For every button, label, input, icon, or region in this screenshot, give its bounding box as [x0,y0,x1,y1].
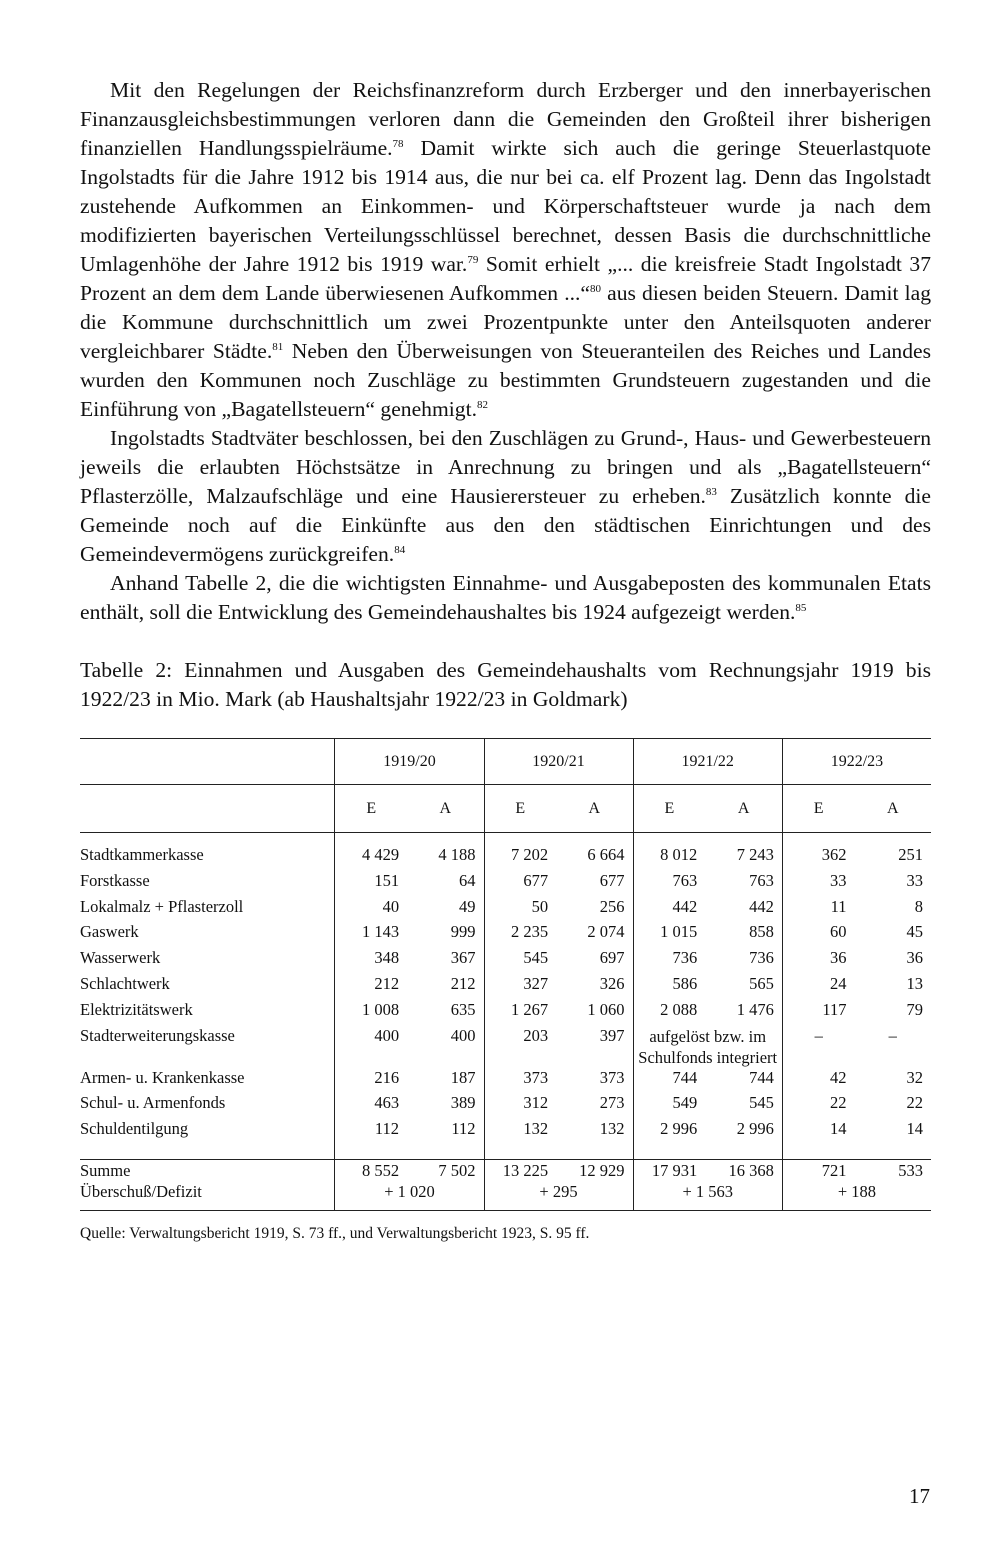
footnote-marker: 78 [392,137,404,150]
table-row [80,833,931,871]
row-label: Stadtkammerkasse [80,833,335,871]
table-row [80,974,931,1000]
cell: 367 [450,948,476,968]
cell: 117 [782,1000,854,1026]
year-header: 1920/21 [484,739,633,785]
sum-row [80,1159,931,1182]
cell: 212 [335,974,407,1000]
cell: 33 [782,871,854,897]
cell: 635 [450,999,476,1019]
table-row [80,1068,931,1094]
cell: 4 188 [407,833,484,871]
cell: 50 [484,897,556,923]
cell: 32 [906,1067,923,1087]
cell: 13 225 [484,1159,556,1182]
cell: 312 [484,1093,556,1119]
e-header: E [782,785,854,833]
cell: 256 [599,896,625,916]
paragraph [80,424,931,569]
cell: 442 [749,896,774,916]
cell: 7 502 [407,1159,484,1182]
cell: 24 [782,974,854,1000]
row-label: Armen- u. Krankenkasse [80,1067,245,1087]
year-header-row [80,739,931,785]
footnote-marker: 82 [476,398,488,411]
paragraph [80,76,931,424]
cell: – [782,1026,854,1068]
cell: 187 [450,1067,476,1087]
row-label: Summe [80,1159,335,1182]
cell: 1 008 [335,1000,407,1026]
cell: 763 [633,871,705,897]
cell: 13 [906,973,923,993]
footnote-marker: 84 [394,543,406,556]
cell: 14 [906,1119,923,1139]
page-number: 17 [909,1484,930,1508]
footnote-marker: 85 [795,601,807,614]
cell: 373 [599,1067,625,1087]
cell: 2 996 [633,1119,705,1159]
row-label: Elektrizitätswerk [80,999,193,1019]
cell: 132 [484,1119,556,1159]
cell: 442 [633,897,705,923]
paragraph-text: Somit erhielt „... die kreisfreie Stadt Ingolstadt 37 Prozent an dem dem Lande überwiesenen Aufkommen ...“ [80,252,931,305]
cell: 79 [906,999,923,1019]
paragraph-text: Mit den Regelungen der Reichsfinanzreform durch Erzberger und den innerbayerischen Finanzausgleichsbestimmungen verloren dann die Gemeinden den Großteil ihrer bisherigen finanziellen Handlungsspielräume. [80,78,931,160]
cell: 11 [782,897,854,923]
cell: 545 [749,1093,774,1113]
paragraph [80,569,931,627]
row-label: Gaswerk [80,922,139,942]
cell: 4 429 [335,833,407,871]
cell: 326 [599,973,625,993]
cell: 545 [484,948,556,974]
cell: + 295 [484,1182,633,1211]
cell: 373 [484,1068,556,1094]
cell: + 1 020 [335,1182,484,1211]
cell: 736 [633,948,705,974]
cell: 744 [633,1068,705,1094]
cell: 348 [335,948,407,974]
cell: 400 [335,1026,407,1068]
paragraph-text: Ingolstadts Stadtväter beschlossen, bei den Zuschlägen zu Grund-, Haus- und Gewerbesteuern jeweils die erlaubten Höchstsätze in Anrechnung zu bringen und als „Bagatellsteuern“ Pflasterzölle, Malzaufschläge und eine Hausierersteuer zu erheben. [80,426,931,508]
cell: 858 [749,922,774,942]
row-label: Lokalmalz + Pflasterzoll [80,896,244,916]
cell: 362 [782,833,854,871]
footnote-marker: 83 [705,485,717,498]
cell: 22 [782,1093,854,1119]
cell: 2 235 [484,922,556,948]
cell: 203 [484,1026,556,1068]
paragraph-text: Damit wirkte sich auch die geringe Steuerlastquote Ingolstadts für die Jahre 1912 bis 1914 aus, die nur bei ca. elf Prozent lag. Denn das Ingolstadt zustehende Aufkommen an Einkommen- und Körperschaftsteuer wurde ja nach dem modifizierten bayerischen Verteilungsschlüssel berechnet, dessen Basis die durchschnittliche Umlagenhöhe der Jahre 1912 bis 1919 war. [80,136,931,276]
surplus-row [80,1182,931,1211]
page-body [80,76,931,1243]
cell: 2 088 [633,1000,705,1026]
cell: 2 996 [736,1119,774,1139]
cell: 1 015 [633,922,705,948]
cell: 14 [782,1119,854,1159]
cell: 697 [599,948,625,968]
cell: 132 [599,1119,625,1139]
cell: 42 [782,1068,854,1094]
table-row [80,1026,931,1068]
cell: 112 [451,1119,476,1139]
table-source: Quelle: Verwaltungsbericht 1919, S. 73 ff., und Verwaltungsbericht 1923, S. 95 ff. [80,1224,590,1242]
cell: 64 [459,870,476,890]
cell: 112 [335,1119,407,1159]
cell: 8 [914,896,923,916]
cell: 1 476 [736,999,774,1019]
paragraph-text: Neben den Überweisungen von Steueranteilen des Reiches und Landes wurden den Kommunen noch Zuschläge zu bestimmten Grundsteuern zugestanden und die Einführung von „Bagatellsteuern“ genehmigt. [80,339,931,421]
a-header: A [556,785,633,833]
footnote-marker: 79 [467,253,479,266]
footnote-marker: 81 [272,340,284,353]
cell: 33 [906,870,923,890]
cell: 1 060 [587,999,625,1019]
cell: 16 368 [705,1159,782,1182]
note-cell: aufgelöst bzw. im Schulfonds integriert [633,1026,782,1068]
cell: 744 [749,1067,774,1087]
year-header: 1921/22 [633,739,782,785]
a-header: A [855,785,932,833]
body-text [80,76,931,627]
cell: 463 [335,1093,407,1119]
cell: 273 [599,1093,625,1113]
cell: 549 [633,1093,705,1119]
row-label: Überschuß/Defizit [80,1181,202,1201]
year-header: 1919/20 [335,739,484,785]
cell: 397 [599,1025,625,1045]
cell: 12 929 [556,1159,633,1182]
cell: 212 [450,973,476,993]
cell: 251 [855,833,932,871]
table-row [80,922,931,948]
year-header: 1922/23 [782,739,931,785]
cell: 7 243 [705,833,782,871]
cell: 2 074 [587,922,625,942]
cell: 7 202 [484,833,556,871]
cell: 736 [749,948,774,968]
row-label: Wasserwerk [80,948,161,968]
row-label: Stadterweiterungskasse [80,1025,235,1045]
table-body [80,833,931,1160]
cell: 36 [906,948,923,968]
ea-header-row [80,785,931,833]
budget-table [80,738,931,1211]
table-row [80,1093,931,1119]
cell: 216 [335,1068,407,1094]
cell: 327 [484,974,556,1000]
cell: 36 [782,948,854,974]
cell: – [888,1025,897,1045]
table-row [80,871,931,897]
e-header: E [633,785,705,833]
row-label: Forstkasse [80,870,150,890]
table-row [80,948,931,974]
cell: + 188 [782,1182,931,1211]
e-header: E [335,785,407,833]
cell: 8 552 [335,1159,407,1182]
table-row [80,1119,931,1159]
cell: 763 [749,870,774,890]
cell: 721 [782,1159,854,1182]
cell: 151 [335,871,407,897]
row-label: Schuldentilgung [80,1119,189,1139]
e-header: E [484,785,556,833]
cell: 22 [906,1093,923,1113]
cell: 677 [484,871,556,897]
cell: 677 [599,870,625,890]
a-header: A [705,785,782,833]
cell: 6 664 [556,833,633,871]
paragraph-text: Anhand Tabelle 2, die die wichtigsten Einnahme- und Ausgabeposten des kommunalen Etats enthält, soll die Entwicklung des Gemeindehaushaltes bis 1924 aufgezeigt werden. [80,571,931,624]
paragraph-text: Zusätzlich konnte die Gemeinde noch auf die Einkünfte aus den den städtischen Einrichtungen und des Gemeindevermögens zurückgreifen. [80,484,931,566]
cell: 533 [855,1159,932,1182]
cell: 400 [450,1025,476,1045]
cell: 49 [459,896,476,916]
cell: + 1 563 [633,1182,782,1211]
cell: 45 [906,922,923,942]
cell: 389 [450,1093,476,1113]
a-header: A [407,785,484,833]
cell: 17 931 [633,1159,705,1182]
table-row [80,1000,931,1026]
table-caption: Tabelle 2: Einnahmen und Ausgaben des Gemeindehaushalts vom Rechnungsjahr 1919 bis 1922/23 in Mio. Mark (ab Haushaltsjahr 1922/23 in Goldmark) [80,658,931,711]
cell: 586 [633,974,705,1000]
cell: 1 267 [484,1000,556,1026]
cell: 999 [450,922,476,942]
paragraph-text: aus diesen beiden Steuern. Damit lag die Kommune durchschnittlich um zwei Prozentpunkte unter den Anteilsquoten anderer vergleichbarer Städte. [80,281,931,363]
cell: 565 [749,973,774,993]
row-label: Schlachtwerk [80,973,170,993]
cell: 40 [335,897,407,923]
row-label: Schul- u. Armenfonds [80,1093,226,1113]
cell: 1 143 [335,922,407,948]
cell: 8 012 [633,833,705,871]
footnote-marker: 80 [590,282,601,295]
cell: 60 [782,922,854,948]
table-row [80,897,931,923]
